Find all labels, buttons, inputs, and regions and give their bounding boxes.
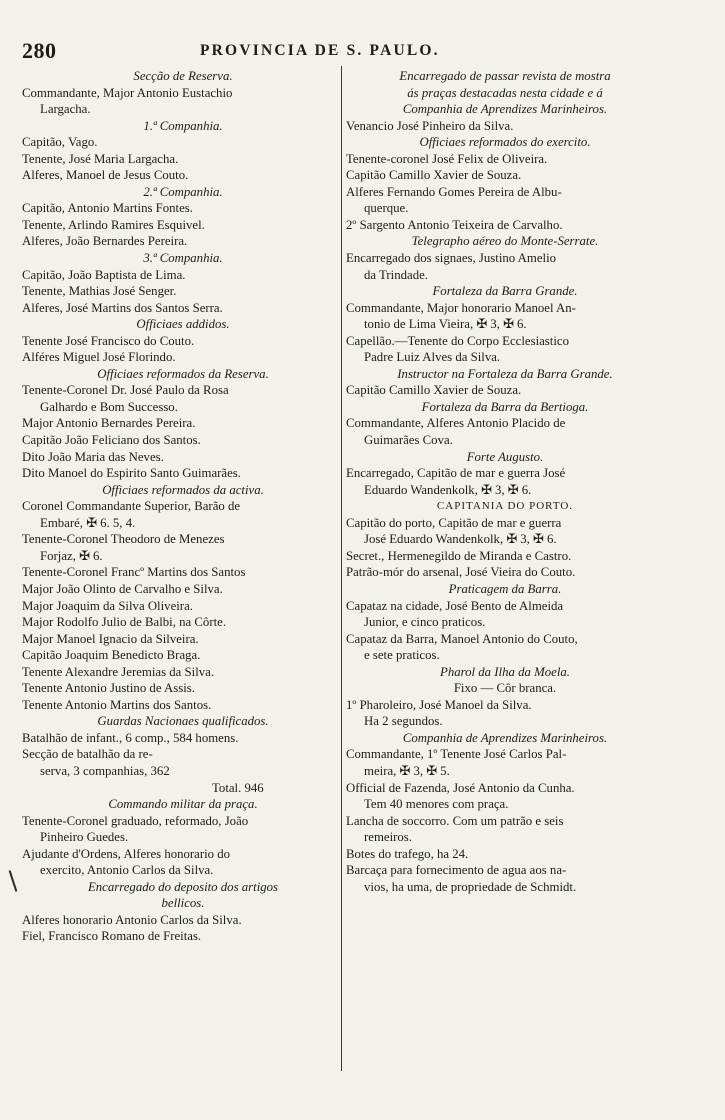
left-text-line: Tenente, Mathias José Senger.	[22, 284, 177, 299]
right-section-heading: Fortaleza da Barra Grande.	[432, 284, 578, 299]
left-text-line: exercito, Antonio Carlos da Silva.	[40, 863, 214, 878]
left-section-heading: Guardas Nacionaes qualificados.	[97, 714, 269, 729]
left-section-heading: Commando militar da praça.	[108, 797, 258, 812]
left-text-line: Alferes, José Martins dos Santos Serra.	[22, 300, 223, 315]
right-text-line: tonio de Lima Vieira, ✠ 3, ✠ 6.	[364, 317, 527, 332]
left-text-line: Pinheiro Guedes.	[40, 830, 129, 845]
left-text-line: Batalhão de infant., 6 comp., 584 homens.	[22, 730, 239, 745]
left-text-line: Coronel Commandante Superior, Barão de	[22, 499, 241, 514]
right-text-line: Commandante, Alferes Antonio Placido de	[346, 416, 566, 431]
left-section-heading: Encarregado do deposito dos artigos	[87, 879, 279, 894]
left-text-line: Tenente-Coronel Theodoro de Menezes	[22, 532, 225, 547]
page-header	[22, 38, 662, 64]
right-text-line: vios, ha uma, de propriedade de Schmidt.	[364, 879, 577, 894]
right-section-heading: Officiaes reformados do exercito.	[419, 135, 591, 150]
right-text-line: Capitão Camillo Xavier de Souza.	[346, 383, 522, 398]
right-text-line: Eduardo Wandenkolk, ✠ 3, ✠ 6.	[364, 482, 532, 497]
left-text-line: Tenente Antonio Martins dos Santos.	[22, 697, 212, 712]
left-text-line: Commandante, Major Antonio Eustachio	[22, 85, 233, 100]
right-section-heading: Praticagem da Barra.	[448, 581, 562, 596]
right-text-line: Guimarães Cova.	[364, 433, 453, 448]
left-text-line: Tenente, José Maria Largacha.	[22, 151, 179, 166]
right-text-line: Junior, e cinco praticos.	[364, 615, 486, 630]
right-text-line: Venancio José Pinheiro da Silva.	[346, 118, 514, 133]
left-section-heading: Secção de Reserva.	[133, 69, 233, 83]
right-text-line: da Trindade.	[364, 267, 428, 282]
right-text-line: Botes do trafego, ha 24.	[346, 846, 469, 861]
right-text-line: José Eduardo Wandenkolk, ✠ 3, ✠ 6.	[364, 532, 557, 547]
right-text-line: e sete praticos.	[364, 648, 440, 663]
left-column	[22, 68, 344, 945]
left-text-line: Tenente-Coronel graduado, reformado, João	[22, 813, 249, 828]
left-text-line: Total. 946	[212, 780, 264, 795]
right-text-line: Tem 40 menores com praça.	[364, 797, 509, 812]
left-text-line: Largacha.	[40, 102, 91, 117]
left-text-line: Major Manoel Ignacio da Silveira.	[22, 631, 199, 646]
right-text-line: Encarregado, Capitão de mar e guerra José	[346, 466, 566, 481]
left-text-line: Capitão João Feliciano dos Santos.	[22, 433, 201, 448]
right-text-line: Alferes Fernando Gomes Pereira de Albu-	[346, 184, 562, 199]
left-section-heading: 2.ª Companhia.	[143, 184, 223, 199]
right-text-line: Lancha de soccorro. Com um patrão e seis	[346, 813, 564, 828]
right-text-line: Capataz da Barra, Manoel Antonio do Couto,	[346, 631, 578, 646]
right-section-heading: Companhia de Aprendizes Marinheiros.	[402, 730, 608, 745]
left-text-line: Tenente Antonio Justino de Assis.	[22, 681, 195, 696]
left-section-heading: 1.ª Companhia.	[143, 118, 223, 133]
right-section-heading: Fortaleza da Barra da Bertioga.	[421, 399, 589, 414]
left-text-line: Ajudante d'Ordens, Alferes honorario do	[22, 846, 231, 861]
right-text-line: 1º Pharoleiro, José Manoel da Silva.	[346, 697, 532, 712]
right-text-line: 2º Sargento Antonio Teixeira de Carvalho.	[346, 217, 563, 232]
right-text-line: Capitão Camillo Xavier de Souza.	[346, 168, 522, 183]
left-text-line: Alferes, João Bernardes Pereira.	[22, 234, 188, 249]
right-text-line: CAPITANIA DO PORTO.	[436, 500, 574, 513]
left-section-heading: bellicos.	[161, 896, 205, 911]
left-text-line: Alferes honorario Antonio Carlos da Silva.	[22, 912, 242, 927]
right-text-line: Patrão-mór do arsenal, José Vieira do Couto.	[346, 565, 576, 580]
right-text-line: Ha 2 segundos.	[364, 714, 443, 729]
left-text-line: Secção de batalhão da re-	[22, 747, 153, 762]
left-text-line: Dito Manoel do Espirito Santo Guimarães.	[22, 466, 241, 481]
page-title: PROVINCIA DE S. PAULO.	[200, 42, 440, 59]
left-text-line: Fiel, Francisco Romano de Freitas.	[22, 929, 202, 944]
left-section-heading: 3.ª Companhia.	[143, 251, 223, 266]
right-text-line: Official de Fazenda, José Antonio da Cunha.	[346, 780, 575, 795]
right-text-line: meira, ✠ 3, ✠ 5.	[364, 763, 450, 778]
left-text-line: Tenente Alexandre Jeremias da Silva.	[22, 664, 215, 679]
right-text-line: Commandante, Major honorario Manoel An-	[346, 300, 576, 315]
left-text-line: Forjaz, ✠ 6.	[40, 548, 103, 563]
left-text-line: Major Rodolfo Julio de Balbi, na Côrte.	[22, 615, 227, 630]
right-text-line: Padre Luiz Alves da Silva.	[364, 350, 501, 365]
right-text-line: querque.	[364, 201, 409, 216]
right-text-line: Barcaça para fornecimento de agua aos na-	[346, 863, 567, 878]
left-text-line: Capitão, Vago.	[22, 135, 98, 150]
right-text-line: Fixo — Côr branca.	[453, 681, 557, 696]
right-section-heading: Companhia de Aprendizes Marinheiros.	[402, 102, 608, 117]
left-text-line: Dito João Maria das Neves.	[22, 449, 164, 464]
right-text-line: Commandante, 1º Tenente José Carlos Pal-	[346, 747, 567, 762]
right-text-line: Tenente-coronel José Felix de Oliveira.	[346, 151, 548, 166]
left-text-line: Embaré, ✠ 6. 5, 4.	[40, 515, 136, 530]
left-text-line: Major Antonio Bernardes Pereira.	[22, 416, 196, 431]
right-text-line: Capataz na cidade, José Bento de Almeida	[346, 598, 564, 613]
left-section-heading: Officiaes reformados da activa.	[102, 482, 264, 497]
left-text-line: Tenente, Arlindo Ramires Esquivel.	[22, 217, 205, 232]
left-section-heading: Officiaes addidos.	[136, 317, 230, 332]
right-section-heading: Telegrapho aéreo do Monte-Serrate.	[411, 234, 599, 249]
right-section-heading: Pharol da Ilha da Moela.	[440, 664, 570, 679]
left-text-line: Alferes, Manoel de Jesus Couto.	[22, 168, 189, 183]
left-text-line: Tenente-Coronel Francº Martins dos Santos	[22, 565, 246, 580]
left-text-line: Capitão, João Baptista de Lima.	[22, 267, 186, 282]
left-text-line: serva, 3 companhias, 362	[40, 763, 170, 778]
left-section-heading: Officiaes reformados da Reserva.	[97, 366, 269, 381]
left-text-line: Tenente José Francisco do Couto.	[22, 333, 195, 348]
right-column	[344, 68, 664, 895]
left-text-line: Capitão Joaquim Benedicto Braga.	[22, 648, 201, 663]
left-text-line: Capitão, Antonio Martins Fontes.	[22, 201, 193, 216]
right-text-line: Secret., Hermenegildo de Miranda e Castro.	[346, 548, 572, 563]
right-section-heading: Forte Augusto.	[466, 449, 544, 464]
left-text-line: Major João Olinto de Carvalho e Silva.	[22, 581, 223, 596]
margin-mark	[9, 870, 18, 892]
page-number: 280	[22, 38, 57, 63]
left-text-line: Alféres Miguel José Florindo.	[22, 350, 176, 365]
right-section-heading: Instructor na Fortaleza da Barra Grande.	[397, 366, 613, 381]
left-text-line: Galhardo e Bom Successo.	[40, 399, 178, 414]
right-text-line: Capellão.—Tenente do Corpo Ecclesiastico	[346, 333, 569, 348]
left-text-line: Major Joaquim da Silva Oliveira.	[22, 598, 193, 613]
right-section-heading: ás praças destacadas nesta cidade e á	[407, 85, 603, 100]
right-text-line: Capitão do porto, Capitão de mar e guerra	[346, 515, 562, 530]
right-section-heading: Encarregado de passar revista de mostra	[399, 69, 611, 83]
right-text-line: Encarregado dos signaes, Justino Amelio	[346, 251, 557, 266]
right-text-line: remeiros.	[364, 830, 412, 845]
left-text-line: Tenente-Coronel Dr. José Paulo da Rosa	[22, 383, 229, 398]
